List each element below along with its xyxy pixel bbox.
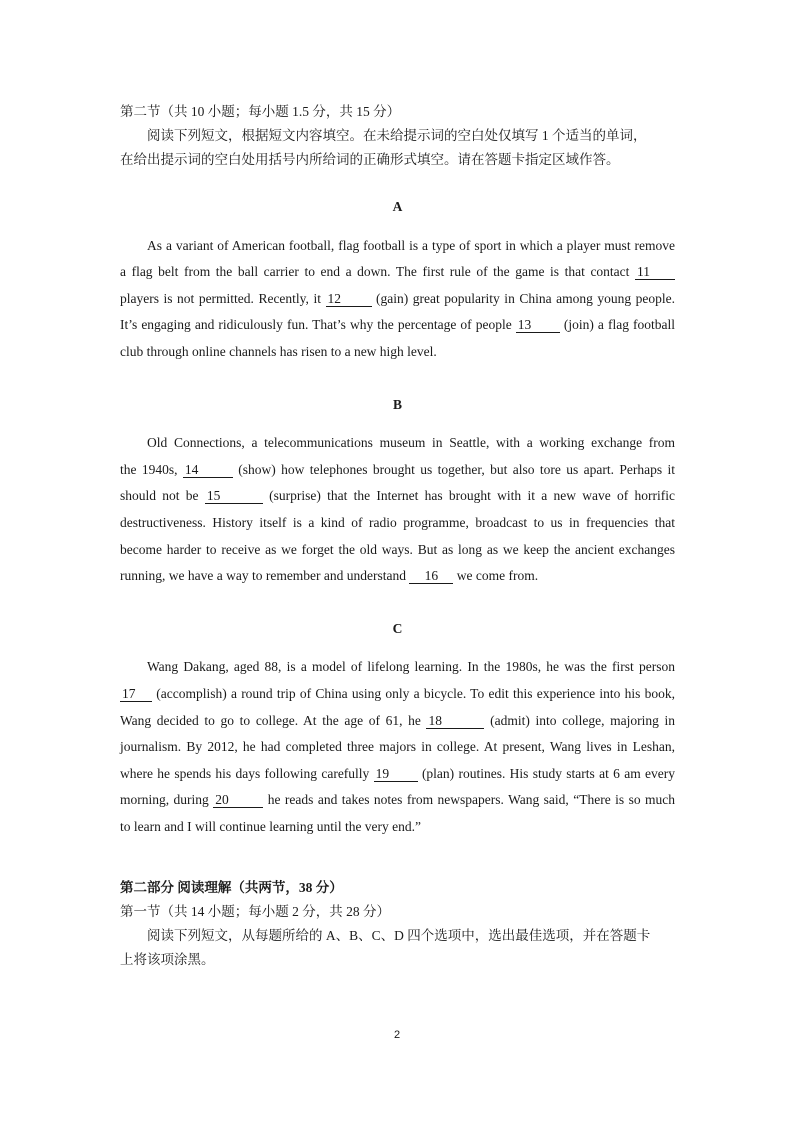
- passage-a-line: As a variant of American football, flag football is a type of sport in which a player must remove: [147, 237, 675, 253]
- passage-c-text: Wang decided to go to college. At the age of 61, he: [120, 712, 421, 728]
- passage-c-text: he reads and takes notes from newspapers. Wang said, “There is so much: [267, 792, 676, 808]
- passage-a-line: club through online channels has risen to a new high level.: [120, 343, 437, 359]
- passage-c-line: [120, 787, 675, 814]
- passage-b-line: [120, 563, 675, 590]
- passage-c-text: morning, during: [120, 792, 209, 808]
- passage-b-letter: B: [392, 396, 402, 412]
- passage-b-text: (surprise) that the Internet has brought with it a new wave of horrific: [269, 488, 676, 504]
- passage-c: [120, 654, 675, 840]
- passage-b-line: become harder to receive as we forget the old ways. But as long as we keep the ancient exchanges: [120, 541, 675, 557]
- blank-20: 20: [213, 793, 263, 808]
- part2-subheading: 第一节（共 14 小题；每小题 2 分，共 28 分）: [120, 904, 390, 920]
- blank-19: 19: [374, 767, 418, 782]
- part2-instruction-2: 上将该项涂黑。: [120, 952, 215, 968]
- passage-a-text: a flag belt from the ball carrier to end a down. The first rule of the game is that contact: [120, 264, 630, 280]
- passage-b-text: running, we have a way to remember and understand: [120, 568, 407, 584]
- blank-14: 14: [183, 463, 233, 478]
- passage-c-text: where he spends his days following carefully: [120, 765, 370, 781]
- passage-b-text: the 1940s,: [120, 461, 178, 477]
- passage-c-line: [120, 708, 675, 735]
- passage-a-letter: A: [392, 199, 403, 214]
- blank-15: 15: [205, 489, 263, 504]
- part2-instruction-1: 阅读下列短文，从每题所给的 A、B、C、D 四个选项中，选出最佳选项，并在答题卡: [147, 928, 651, 944]
- blank-13: 13: [516, 318, 560, 333]
- passage-a-line: [120, 312, 675, 339]
- passage-c-line: [120, 761, 675, 788]
- passage-b-line: destructiveness. History itself is a kind of radio programme, broadcast to us in frequencies that: [120, 514, 675, 530]
- section2-instruction-2: 在给出提示词的空白处用括号内所给词的正确形式填空。请在答题卡指定区域作答。: [120, 152, 620, 167]
- passage-c-text: (admit) into college, majoring in: [490, 712, 676, 728]
- passage-a-text: (gain) great popularity in China among young people.: [376, 290, 676, 306]
- passage-b-line: [120, 483, 675, 510]
- passage-b-text: should not be: [120, 488, 199, 504]
- part2-heading: 第二部分 阅读理解（共两节，38 分）: [120, 880, 343, 896]
- spacer: [120, 840, 675, 876]
- blank-16: 16: [409, 569, 453, 584]
- passage-c-line: journalism. By 2012, he had completed three majors in college. At present, Wang lives in Leshan,: [120, 739, 675, 755]
- passage-c-line: Wang Dakang, aged 88, is a model of lifelong learning. In the 1980s, he was the first person: [147, 659, 675, 675]
- exam-page: [120, 100, 675, 972]
- passage-b-line: [120, 457, 675, 484]
- passage-a-text: players is not permitted. Recently, it: [120, 290, 321, 306]
- passage-b-text: (show) how telephones brought us together, but also tore us apart. Perhaps it: [238, 461, 676, 477]
- passage-b: [120, 430, 675, 590]
- passage-a: [120, 233, 675, 366]
- passage-a-text: (join) a flag football: [563, 317, 676, 333]
- section2-instruction-1: 阅读下列短文，根据短文内容填空。在未给提示词的空白处仅填写 1 个适当的单词，: [147, 128, 647, 143]
- blank-17: 17: [120, 687, 152, 702]
- passage-c-text: (accomplish) a round trip of China using only a bicycle. To edit this experience into his book,: [156, 685, 676, 701]
- page-number: 2: [393, 1029, 401, 1041]
- passage-c-line: to learn and I will continue learning until the very end.”: [120, 818, 422, 834]
- passage-b-line: Old Connections, a telecommunications museum in Seattle, with a working exchange from: [147, 435, 675, 451]
- blank-18: 18: [426, 714, 484, 729]
- blank-12: 12: [326, 292, 372, 307]
- blank-11: 11: [635, 265, 675, 280]
- passage-c-letter: C: [392, 620, 403, 636]
- passage-c-line: [120, 681, 675, 708]
- passage-a-line: [120, 286, 675, 313]
- passage-b-text: we come from.: [456, 568, 539, 584]
- section2-heading: 第二节（共 10 小题；每小题 1.5 分，共 15 分）: [120, 104, 401, 119]
- passage-a-text: It’s engaging and ridiculously fun. That’s why the percentage of people: [120, 317, 512, 333]
- passage-a-line: [120, 259, 675, 286]
- passage-c-text: (plan) routines. His study starts at 6 am every: [421, 765, 676, 781]
